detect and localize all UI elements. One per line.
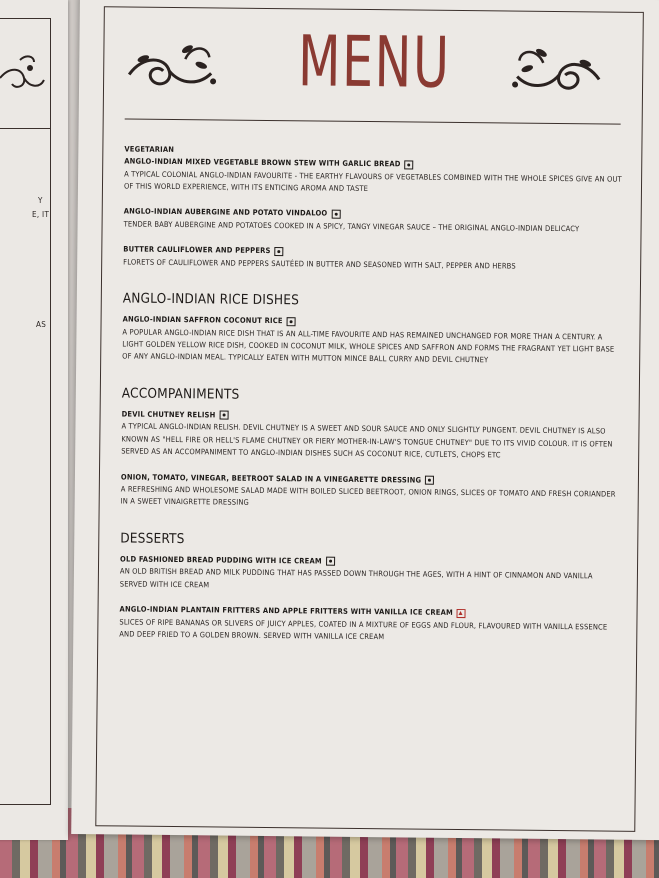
- scroll-flourish-icon: [0, 48, 46, 98]
- menu-item-name-text: BUTTER CAULIFLOWER AND PEPPERS: [123, 244, 271, 256]
- menu-item-name-text: ANGLO-INDIAN AUBERGINE AND POTATO VINDALOO: [123, 206, 328, 218]
- menu-item-description: AN OLD BRITISH BREAD AND MILK PUDDING THAT HAS PASSED DOWN THROUGH THE AGES, WITH A HINT OF CINNAMON AND VANILLA SERVED WITH ICE CREAM: [119, 566, 593, 590]
- veg-marker-icon: [405, 160, 414, 169]
- menu-item-description: A POPULAR ANGLO-INDIAN RICE DISH THAT IS AN ALL-TIME FAVOURITE AND HAS REMAINED UNCHANGED FOR MORE THAN A CENTURY. A LIGHT GOLDEN YELLOW RICE DISH, COOKED IN COCONUT MILK, WHOLE SPICES AND SAFFRON AND FORMS THE FRAGRANT YET LIGHT BASE OF ANY ANGLO-INDIAN MEAL. TYPICALLY EATEN WITH MUTTON MINCE BALL CURRY AND DEVIL CHUTNEY: [122, 327, 615, 365]
- section-heading-vegetarian: VEGETARIAN: [124, 144, 175, 154]
- section-heading-desserts: DESSERTS: [120, 530, 185, 547]
- menu-item: [122, 315, 622, 369]
- left-menu-page: [0, 0, 68, 840]
- left-page-text-fragment: Y: [38, 196, 43, 205]
- menu-item-name-text: DEVIL CHUTNEY RELISH: [121, 409, 216, 420]
- left-page-text-fragment: E, IT: [32, 210, 50, 219]
- menu-content: [119, 144, 624, 660]
- scroll-flourish-icon: [511, 39, 604, 104]
- menu-item: [120, 554, 620, 596]
- menu-item-description: SLICES OF RIPE BANANAS OR SLIVERS OF JUICY APPLES, COATED IN A MIXTURE OF EGGS AND FLOUR, FLAVOURED WITH VANILLA ESSENCE AND DEEP FRIED TO A GOLDEN BROWN. SERVED WITH VANILLA ICE CREAM: [119, 617, 608, 642]
- left-page-frame: [0, 18, 51, 805]
- menu-item-description: FLORETS OF CAULIFLOWER AND PEPPERS SAUTÉED IN BUTTER AND SEASONED WITH SALT, PEPPER AND HERBS: [123, 257, 516, 271]
- section-heading-rice-dishes: ANGLO-INDIAN RICE DISHES: [122, 290, 300, 309]
- menu-item: [124, 156, 624, 198]
- page-title: MENU: [297, 20, 451, 104]
- menu-item: [124, 207, 624, 236]
- veg-marker-icon: [331, 209, 340, 218]
- menu-item-description: A TYPICAL COLONIAL ANGLO-INDIAN FAVOURITE - THE EARTHY FLAVOURS OF VEGETABLES COMBINED WITH THE WHOLE SPICES GIVE AN OUT OF THIS WORLD EXPERIENCE, WITH ITS ENTICING AROMA AND TASTE: [123, 168, 622, 193]
- menu-item: [121, 472, 621, 514]
- left-page-rule: [0, 128, 50, 129]
- veg-marker-icon: [425, 476, 434, 485]
- menu-item-name-text: OLD FASHIONED BREAD PUDDING WITH ICE CREAM: [120, 554, 322, 566]
- left-page-text-fragment: AS: [36, 320, 47, 329]
- menu-item: [123, 245, 623, 274]
- menu-item-name-text: ONION, TOMATO, VINEGAR, BEETROOT SALAD IN A VINEGARETTE DRESSING: [120, 472, 422, 485]
- section-heading-accompaniments: ACCOMPANIMENTS: [121, 385, 240, 403]
- veg-marker-icon: [326, 557, 335, 566]
- non-veg-marker-icon: [457, 609, 466, 618]
- veg-marker-icon: [275, 247, 284, 256]
- menu-item-name-text: ANGLO-INDIAN SAFFRON COCONUT RICE: [122, 314, 283, 326]
- menu-item-description: TENDER BABY AUBERGINE AND POTATOES COOKED IN A SPICY, TANGY VINEGAR SAUCE – THE ORIGINAL ANGLO-INDIAN DELICACY: [123, 219, 580, 234]
- menu-item-name-text: ANGLO-INDIAN MIXED VEGETABLE BROWN STEW WITH GARLIC BREAD: [124, 156, 401, 169]
- veg-marker-icon: [287, 317, 296, 326]
- menu-item: [121, 409, 621, 463]
- menu-item-description: A REFRESHING AND WHOLESOME SALAD MADE WITH BOILED SLICED BEETROOT, ONION RINGS, SLICES OF TOMATO AND FRESH CORIANDER IN A SWEET VINAIGRETTE DRESSING: [120, 484, 616, 508]
- menu-item-description: A TYPICAL ANGLO-INDIAN RELISH. DEVIL CHUTNEY IS A SWEET AND SOUR SAUCE AND ONLY SLIGHTLY PUNGENT. DEVIL CHUTNEY IS ALSO KNOWN AS "HELL FIRE OR HELL'S FLAME CHUTNEY OR FIERY MOTHER-IN-LAW'S TONGUE CHUTNEY" DUE TO ITS VIVID COLOUR. IT IS OFTEN SERVED AS AN ACCOMPANIMENT TO ANGLO-INDIAN DISHES SUCH AS COCONUT RICE, CUTLETS, CHOPS ETC: [121, 421, 613, 460]
- veg-marker-icon: [219, 411, 228, 420]
- menu-item-name-text: ANGLO-INDIAN PLANTAIN FRITTERS AND APPLE FRITTERS WITH VANILLA ICE CREAM: [119, 604, 453, 618]
- menu-item: [119, 605, 619, 647]
- menu-page: [71, 0, 659, 840]
